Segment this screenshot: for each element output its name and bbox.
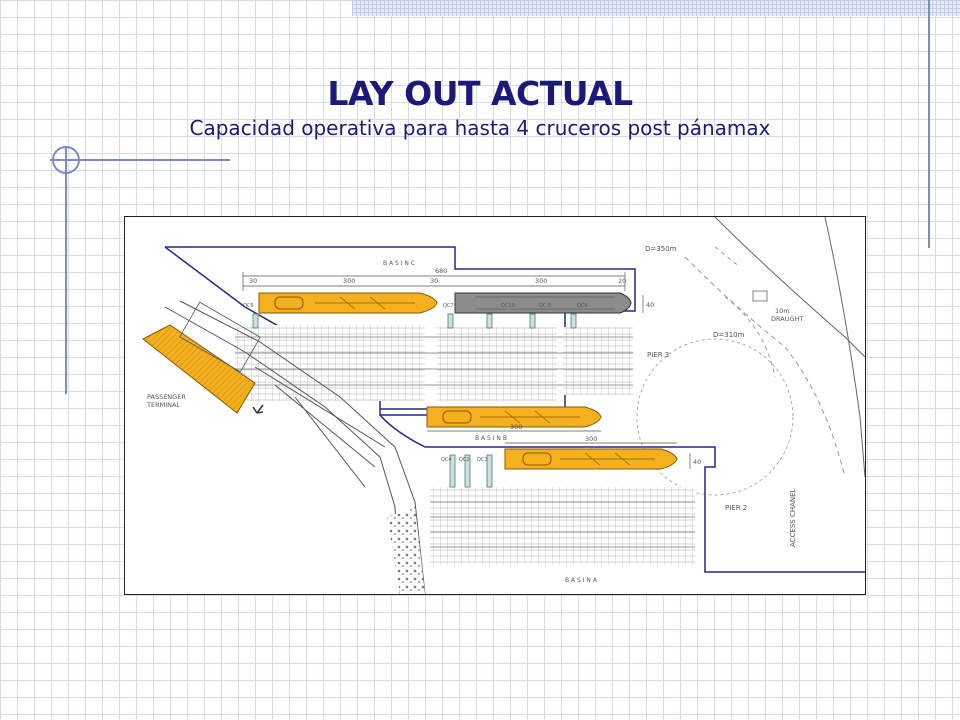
qc9-label: QC9 [577, 303, 588, 309]
basin-b-label: B A S I N B [475, 435, 507, 442]
pier-2-parking [430, 487, 695, 565]
decorative-grid-band [352, 0, 960, 16]
basin-c-label: B A S I N C [383, 260, 416, 267]
pier-2-label: PIER 2 [725, 504, 748, 512]
rock-revetment [387, 507, 425, 594]
draught-label: 10m [775, 307, 790, 315]
decorative-circle [52, 146, 80, 174]
dim-20: 20 [618, 277, 627, 285]
slide-title: LAY OUT ACTUAL [327, 74, 633, 113]
dim-300-a: 300 [343, 277, 356, 285]
slide-subtitle: Capacidad operativa para hasta 4 cruceros post pánamax [189, 116, 771, 140]
qc4-label: QC4 [441, 457, 452, 463]
dim-30-a: 30 [249, 277, 258, 285]
qc7-label: QC7 [443, 303, 454, 309]
coastline [685, 217, 865, 477]
port-layout-drawing [125, 217, 865, 594]
d-350-label: D=350m [645, 245, 677, 253]
port-layout-plan [124, 216, 866, 595]
pier-3-label: PIER 3 [647, 351, 670, 359]
passenger-terminal-label-1: PASSENGER [147, 393, 186, 401]
dim-40-b: 40 [693, 458, 702, 466]
qc6-label: QC6 [243, 303, 254, 309]
dim-300-d: 300 [585, 435, 598, 443]
turning-circle [637, 339, 793, 495]
access-chanel-label: ACCESS CHANEL [789, 488, 797, 547]
arrow-icon [253, 405, 263, 413]
qc8-label: QC 8 [539, 303, 552, 309]
qc2-label: QC2 [459, 457, 470, 463]
draught-label-2: DRAUGHT [771, 315, 804, 323]
qc3-label: QC3 [477, 457, 488, 463]
dim-680: 680 [435, 267, 448, 275]
qc10-label: QC10 [501, 303, 515, 309]
marker-icon [753, 291, 767, 301]
dim-300-c: 300 [510, 423, 523, 431]
dim-300-b: 300 [535, 277, 548, 285]
basin-a-label: B A S I N A [565, 577, 597, 584]
d-310-label: D=310m [713, 331, 745, 339]
passenger-terminal-label-2: TERMINAL [147, 401, 181, 409]
dim-30-b: 30 [430, 277, 439, 285]
pier-3-parking [235, 325, 633, 401]
cruise-ship-3 [505, 449, 677, 469]
decorative-vertical-line [65, 146, 67, 394]
cruise-ship-1 [259, 293, 437, 313]
dim-40-a: 40 [646, 301, 655, 309]
